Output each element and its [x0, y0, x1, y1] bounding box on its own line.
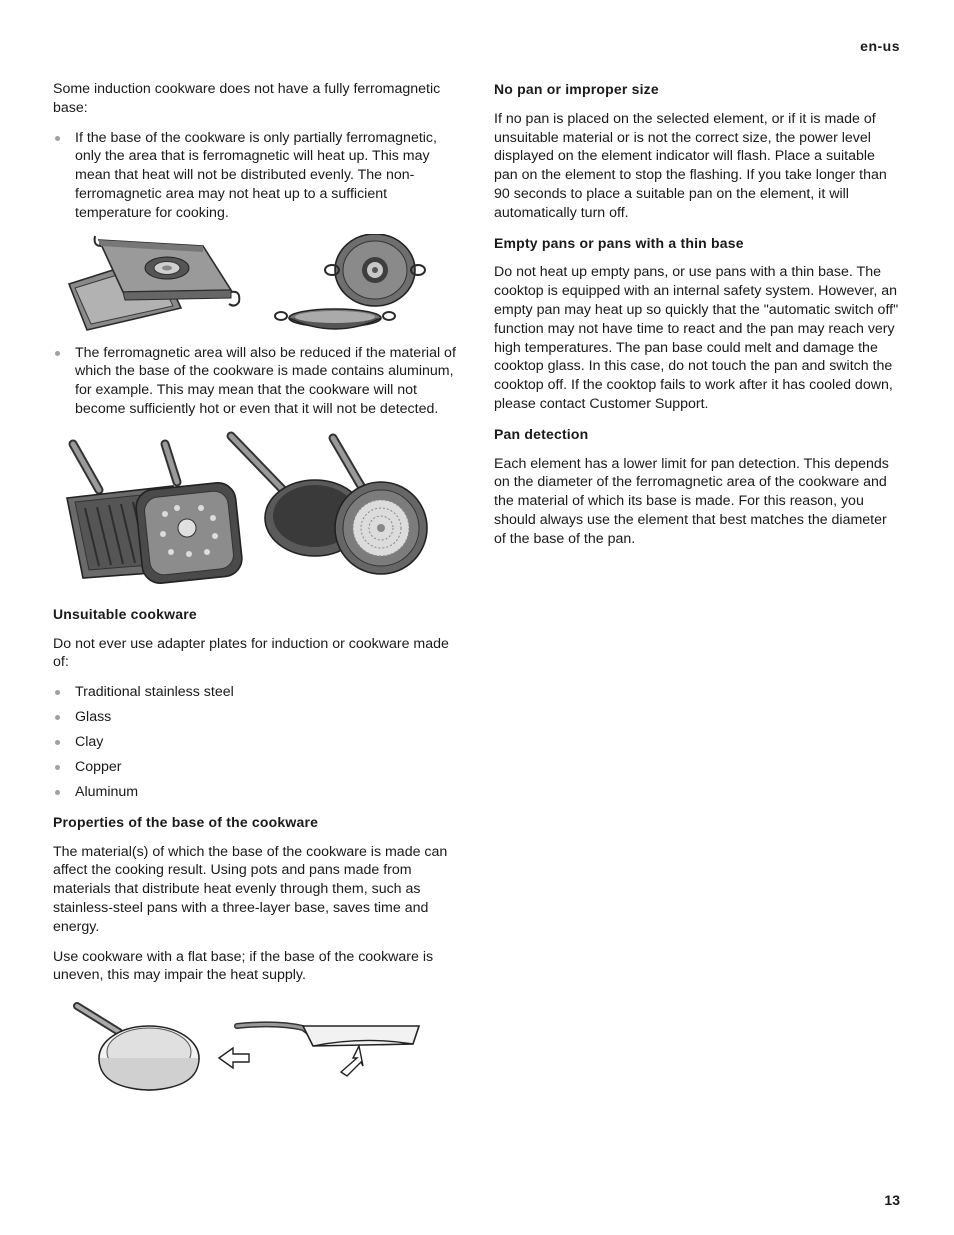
left-column — [53, 80, 458, 1106]
unsuitable-cookware-heading: Unsuitable cookware — [53, 605, 197, 622]
aluminum-base-list — [53, 344, 458, 419]
griddle-and-paella-pan-illustration — [53, 234, 458, 334]
list-item: The ferromagnetic area will also be reduced if the material of which the base of the cookware is made contains aluminum, for example. This may mean that the cookware will not become sufficiently hot or even that it will not be detected. — [53, 344, 458, 419]
flat-base-paragraph: Use cookware with a flat base; if the base of the cookware is uneven, this may impair the heat supply. — [53, 948, 434, 984]
list-item: Traditional stainless steel — [53, 683, 458, 702]
base-properties-heading: Properties of the base of the cookware — [53, 813, 319, 830]
intro-paragraph: Some induction cookware does not have a fully ferromagnetic base: — [53, 81, 441, 116]
list-item: Aluminum — [53, 783, 458, 802]
unsuitable-materials-list — [53, 683, 458, 802]
grill-pan-illustration — [67, 444, 244, 585]
frying-pan-illustration — [231, 436, 427, 574]
side-view-pan-illustration — [237, 1025, 419, 1047]
griddle-plate-illustration — [69, 236, 239, 330]
empty-pans-paragraph: Do not heat up empty pans, or use pans with a thin base. The cooktop is equipped with an internal safety system. However, an empty pan may heat up so quickly that the "automatic switch off" function may not have time to react and the pan may reach very high temperatures. The pan base could melt and damage the cooktop glass. In this case, do not touch the pan and switch the cooktop off. If the cooktop fails to work after it has cooled down, please contact Customer Support. — [494, 264, 899, 412]
list-item: Clay — [53, 733, 458, 752]
paella-pan-illustration — [275, 234, 425, 329]
page-number: 13 — [884, 1192, 900, 1208]
grill-pan-and-frying-pan-illustration — [53, 430, 458, 595]
arrow-icon — [219, 1048, 249, 1068]
list-item: Copper — [53, 758, 458, 777]
base-properties-paragraph: The material(s) of which the base of the cookware is made can affect the cooking result. Using pots and pans made from materials that distribute heat evenly through them, such as stainless-steel pans with a three-layer base, saves time and energy. — [53, 843, 448, 935]
list-item: If the base of the cookware is only partially ferromagnetic, only the area that is ferromagnetic will heat up. This may mean that heat will not be distributed evenly. The non-ferromagnetic area may not heat up to a sufficient temperature for cooking. — [53, 129, 458, 223]
right-column — [494, 80, 902, 560]
list-item: Glass — [53, 708, 458, 727]
unsuitable-cookware-paragraph: Do not ever use adapter plates for induction or cookware made of: — [53, 635, 449, 671]
language-label: en-us — [860, 38, 900, 54]
uneven-base-illustration — [53, 996, 458, 1096]
arrow-icon — [341, 1046, 363, 1076]
tilted-pan-illustration — [77, 1006, 199, 1090]
partial-base-list — [53, 129, 458, 223]
empty-pans-heading: Empty pans or pans with a thin base — [494, 234, 744, 251]
pan-detection-paragraph: Each element has a lower limit for pan detection. This depends on the diameter of the ferromagnetic area of the cookware and the material of which its base is made. For this reason, you should always use the element that best matches the diameter of the base of the pan. — [494, 455, 889, 547]
no-pan-paragraph: If no pan is placed on the selected element, or if it is made of unsuitable material or is not the correct size, the power level displayed on the element indicator will flash. Place a suitable pan on the element to stop the flashing. If you take longer than 90 seconds to place a suitable pan on the element, it will automatically turn off. — [494, 110, 887, 221]
no-pan-heading: No pan or improper size — [494, 81, 659, 97]
pan-detection-heading: Pan detection — [494, 425, 589, 442]
